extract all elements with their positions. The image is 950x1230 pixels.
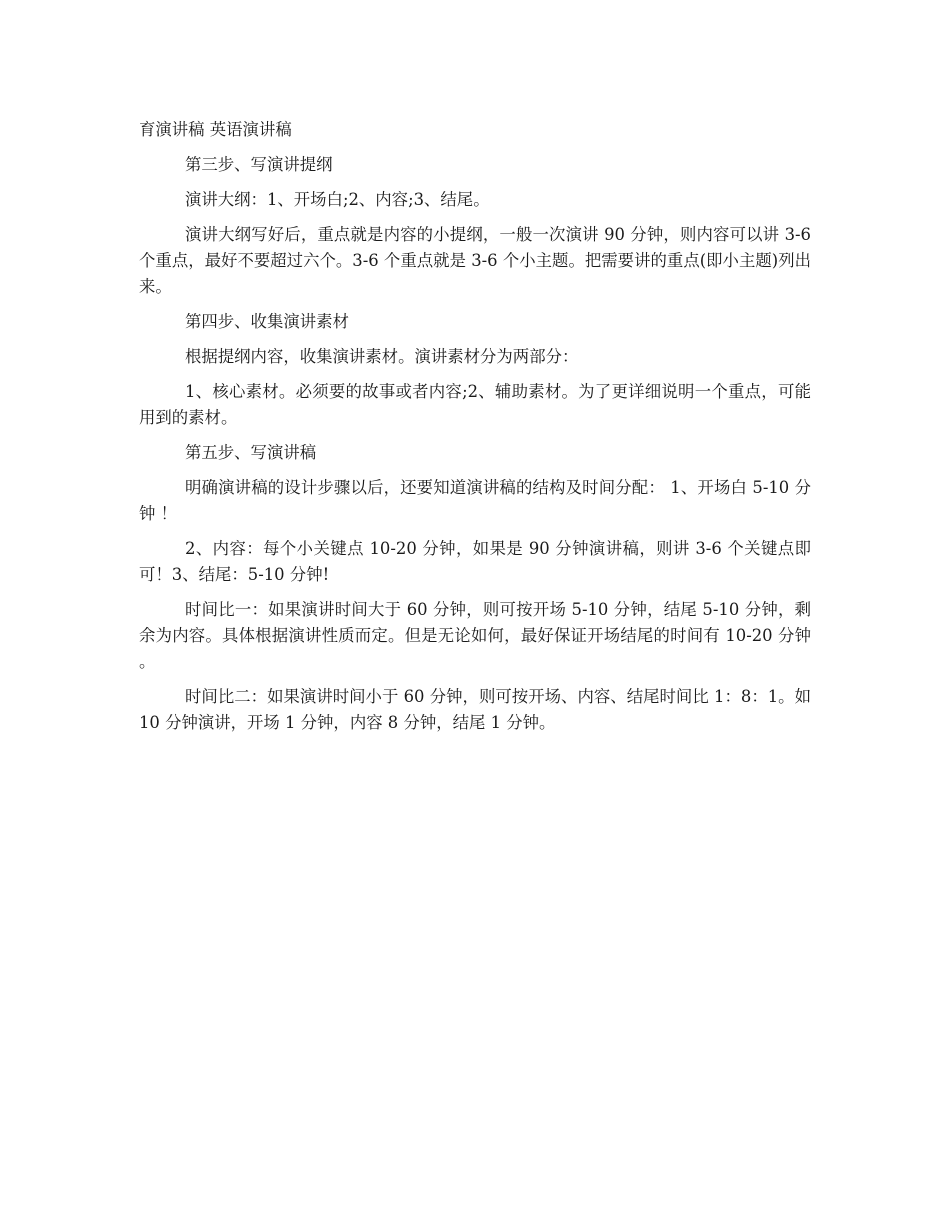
paragraph-content-time: 2、内容：每个小关键点 10-20 分钟，如果是 90 分钟演讲稿，则讲 3-6 个关键点即可！3、结尾：5-10 分钟! [139, 539, 811, 584]
paragraph-structure-time: 明确演讲稿的设计步骤以后，还要知道演讲稿的结构及时间分配： 1、开场白 5-10 分钟 ！ [139, 478, 811, 523]
heading-step-four: 第四步、收集演讲素材 [185, 312, 349, 331]
paragraph-time-ratio-one: 时间比一：如果演讲时间大于 60 分钟，则可按开场 5-10 分钟，结尾 5-10 分钟，剩余为内容。具体根据演讲性质而定。但是无论如何，最好保证开场结尾的时间有 10-20 分钟。 [139, 600, 811, 671]
heading-step-five: 第五步、写演讲稿 [185, 443, 317, 462]
paragraph-outline-detail: 演讲大纲写好后，重点就是内容的小提纲，一般一次演讲 90 分钟，则内容可以讲 3-6 个重点，最好不要超过六个。3-6 个重点就是 3-6 个小主题。把需要讲的重点(即小主题)列出来。 [139, 225, 811, 296]
paragraph-title-continuation: 育演讲稿 英语演讲稿 [139, 120, 292, 139]
document-body [139, 117, 811, 736]
paragraph-collect-materials: 根据提纲内容，收集演讲素材。演讲素材分为两部分： [185, 347, 579, 366]
paragraph-material-types: 1、核心素材。必须要的故事或者内容;2、辅助素材。为了更详细说明一个重点，可能用到的素材。 [139, 382, 811, 427]
paragraph-outline: 演讲大纲：1、开场白;2、内容;3、结尾。 [185, 190, 490, 209]
heading-step-three: 第三步、写演讲提纲 [185, 155, 333, 174]
paragraph-time-ratio-two: 时间比二：如果演讲时间小于 60 分钟，则可按开场、内容、结尾时间比 1：8：1。如 10 分钟演讲，开场 1 分钟，内容 8 分钟，结尾 1 分钟。 [139, 687, 811, 732]
